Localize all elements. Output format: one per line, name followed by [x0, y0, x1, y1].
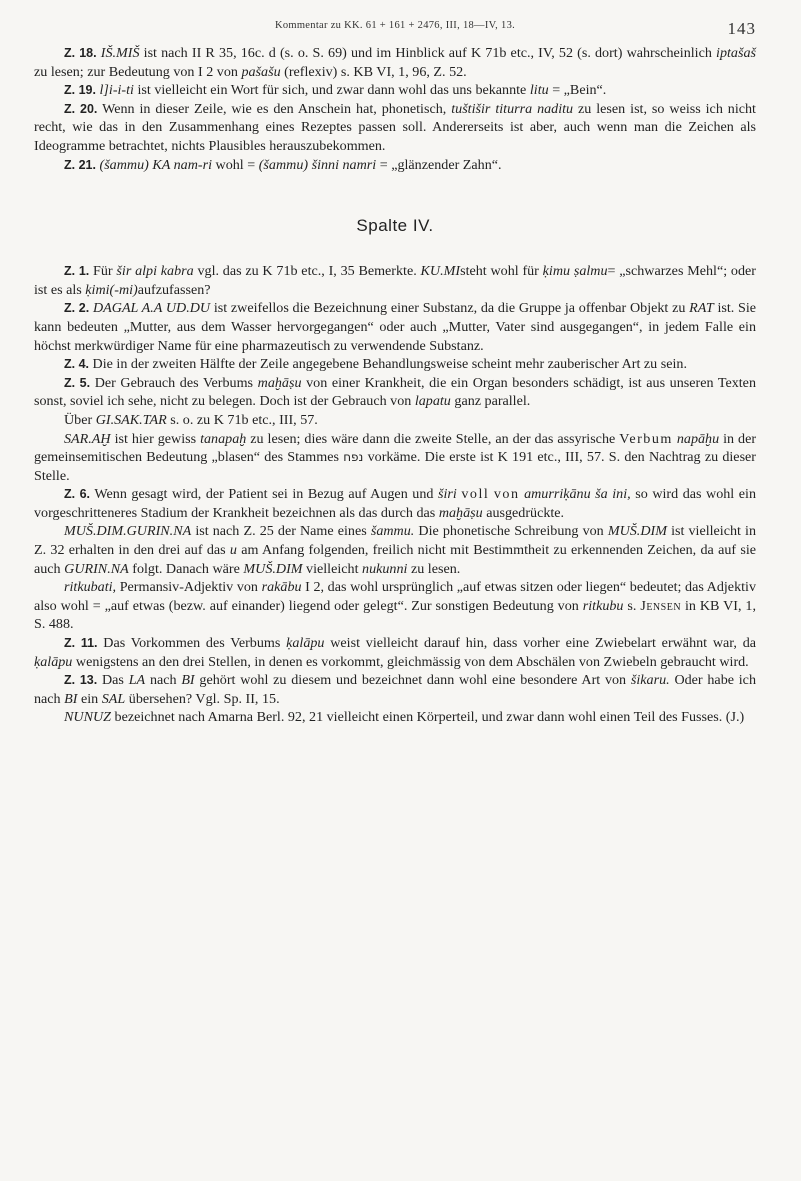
note-z11: Z. 11. Das Vorkommen des Verbums ḳalāpu weist vielleicht darauf hin, dass vorher eine Zwiebelart erwähnt war, da ḳalāpu wenigstens an den drei Stellen, in denen es vorkommt, gleichmässig von dem Abschälen von Zwiebeln gebraucht wird. — [34, 635, 756, 670]
section-heading: Spalte IV. — [356, 216, 434, 236]
note-nunuz: NUNUZ bezeichnet nach Amarna Berl. 92, 21 vielleicht einen Körperteil, und zwar dann wohl einen Teil des Fusses. (J.) — [64, 709, 745, 726]
page-number: 143 — [727, 19, 756, 38]
note-gi-sak-tar: Über GI.SAK.TAR s. o. zu K 71b etc., III, 57. — [64, 411, 318, 428]
note-z18: Z. 18. IŠ.MIŠ ist nach II R 35, 16c. d (s. o. S. 69) und im Hinblick auf K 71b etc., IV, 52 (s. dort) wahrscheinlich iptašaš zu lesen; zur Bedeutung von I 2 von pašašu (reflexiv) s. KB VI, 1, 96, Z. 52. — [34, 45, 756, 80]
running-header — [34, 14, 756, 44]
hebrew-root: נפח — [343, 450, 364, 465]
note-z19: Z. 19. l]i-i-ti ist vielleicht ein Wort für sich, und zwar dann wohl das uns bekannte litu = „Bein“. — [64, 82, 607, 99]
note-z4: Z. 4. Die in der zweiten Hälfte der Zeile angegebene Behandlungsweise scheint mehr zauberischer Art zu sein. — [64, 356, 687, 373]
note-z20: Z. 20. Wenn in dieser Zeile, wie es den Anschein hat, phonetisch, tuštišir titurra naditu zu lesen ist, so weiss ich nicht recht, wie das in den Zusammenhang eines Rezeptes passen soll. Andererseits ist aber, auch wenn man die Zeichen als Ideogramme betrachtet, nichts Plausibles herauszubekommen. — [34, 100, 756, 154]
note-z21: Z. 21. (šammu) KA nam-ri wohl = (šammu) šinni namri = „glänzender Zahn“. — [64, 156, 502, 173]
note-sar-ah: SAR.AḪ ist hier gewiss tanapaḫ zu lesen; dies wäre dann die zweite Stelle, an der das assyrische Verbum napāḫu in der gemeinsemitischen Bedeutung „blasen“ des Stammes נפח vorkäme. Die erste ist K 191 etc., III, 57. S. den Nachtrag zu dieser Stelle. — [34, 430, 757, 484]
note-z2: Z. 2. DAGAL A.A UD.DU ist zweifellos die Bezeichnung einer Substanz, da die Gruppe ja offenbar Objekt zu RAT ist. Sie kann bedeuten „Mutter, aus dem Wasser hervorgegangen“ oder auch „Mutter, Vater sind ausgegangen“, in jedem Falle ein höchst merkwürdiger Name für eine pharmazeutisch zu verwendende Substanz. — [34, 300, 757, 354]
note-ritkubati: ritkubati, Permansiv-Adjektiv von rakābu I 2, das wohl ursprünglich „auf etwas sitzen oder liegen“ bedeutet; das Adjektiv also wohl = „auf etwas (bezw. auf einander) liegend oder gelegt“. Zur sonstigen Bedeutung von ritkubu s. Jensen in KB VI, 1, S. 488. — [34, 579, 756, 633]
note-z1: Z. 1. Für šir alpi kabra vgl. das zu K 71b etc., I, 35 Bemerkte. KU.MIsteht wohl für ḳimu ṣalmu= „schwarzes Mehl“; oder ist es als ḳimi(-mi)aufzufassen? — [34, 263, 756, 298]
note-z5: Z. 5. Der Gebrauch des Verbums maḫāṣu von einer Krankheit, die ein Organ besonders schädigt, ist aus unseren Texten sonst, soviel ich sehe, nicht zu belegen. Doch ist der Gebrauch von lapatu ganz parallel. — [34, 374, 756, 410]
note-z6: Z. 6. Wenn gesagt wird, der Patient sei in Bezug auf Augen und širi voll von amurriḳānu ša ini, so wird das wohl ein vorgeschritteneres Stadium der Krankheit bezeichnen als das durch das maḫāṣu ausgedrückte. — [34, 486, 756, 521]
running-title: Kommentar zu KK. 61 + 161 + 2476, III, 18—IV, 13. — [274, 20, 516, 31]
note-z13: Z. 13. Das LA nach BI gehört wohl zu diesem und bezeichnet dann wohl eine besondere Art von šikaru. Oder habe ich nach BI ein SAL übersehen? Vgl. Sp. II, 15. — [34, 672, 756, 707]
note-mus-dim: MUŠ.DIM.GURIN.NA ist nach Z. 25 der Name eines šammu. Die phonetische Schreibung von MUŠ.DIM ist vielleicht in Z. 32 erhalten in den drei auf das u am Anfang folgenden, freilich nicht mit Bestimmtheit zu erkennenden Zeichen, da auf sie auch GURIN.NA folgt. Danach wäre MUŠ.DIM vielleicht nukunni zu lesen. — [34, 523, 757, 577]
